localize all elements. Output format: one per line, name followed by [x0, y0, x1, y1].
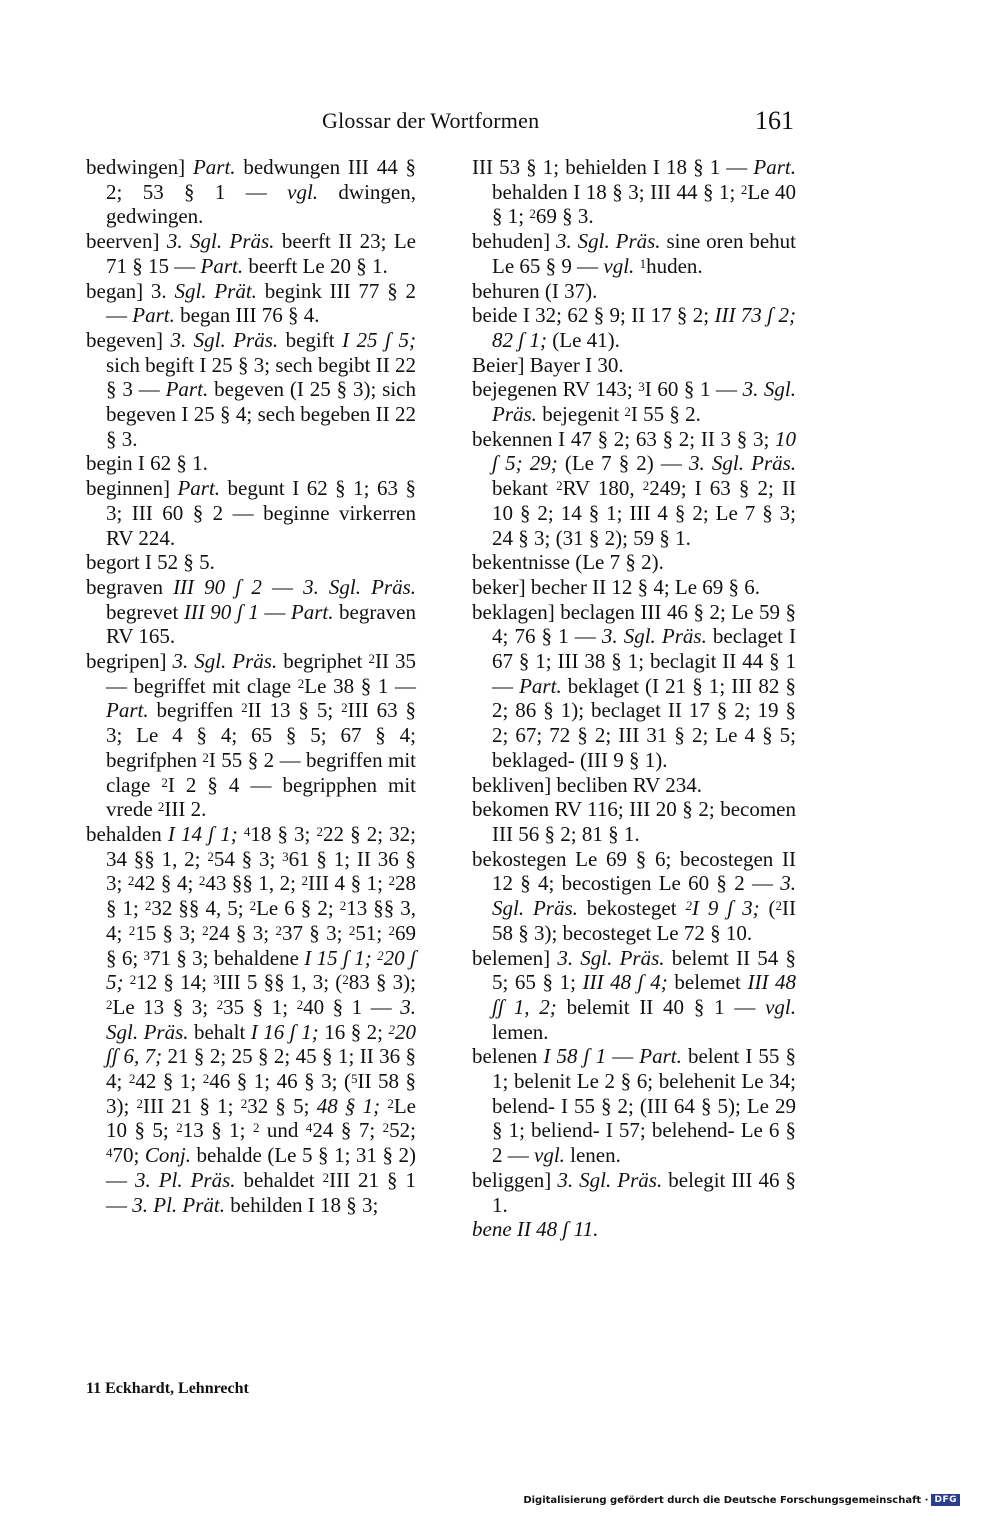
glossary-entry: begin I 62 § 1.: [86, 451, 208, 476]
glossary-column-right: [472, 155, 796, 1242]
glossary-entry: beker] becher II 12 § 4; Le 69 § 6.: [472, 574, 761, 599]
signature-line: 11 Eckhardt, Lehnrecht: [86, 1380, 249, 1397]
glossary-entry: behuren (I 37).: [472, 278, 598, 303]
page-number: 161: [755, 106, 794, 135]
glossary-entry: Beier] Bayer I 30.: [472, 352, 624, 377]
glossary-entry: begeven] 3. Sgl. Präs. begift I 25 ʃ 5; sich begift I 25 § 3; sech begibt II 22 § 3 — Part. begeven (I 25 § 3); sich begeven I 25 § 4; sech begeben II 22 § 3.: [86, 327, 417, 451]
glossary-entry: bekostegen Le 69 § 6; becostegen II 12 § 4; becostigen Le 60 § 2 — 3. Sgl. Präs. bekosteget $^2$I 9 ʃ 3; ($^2$II 58 § 3); becosteget Le 72 § 10.: [472, 846, 796, 945]
glossary-entry: beginnen] Part. begunt I 62 § 1; 63 § 3; III 60 § 2 — beginne virkerren RV 224.: [86, 476, 416, 550]
funding-note: [523, 1494, 960, 1506]
glossary-entry: begripen] 3. Sgl. Präs. begriphet $^2$II 35 — begriffet mit clage $^2$Le 38 § 1 — Part. begriffen $^2$II 13 § 5; $^2$III 63 § 3; Le 4 § 4; 65 § 5; 67 § 4; begrifphen $^2$I 55 § 2 — begriffen mit clage $^2$I 2 § 4 — begripphen mit vrede $^2$III 2.: [86, 649, 417, 822]
glossary-entry: bekomen RV 116; III 20 § 2; becomen III 56 § 2; 81 § 1.: [472, 797, 796, 846]
glossary-entry: belenen I 58 ʃ 1 — Part. belent I 55 § 1; belenit Le 2 § 6; belehenit Le 34; belend- I 55 § 2; (III 64 § 5); Le 29 § 1; beliend- I 57; belehend- Le 6 § 2 — vgl. lenen.: [472, 1044, 796, 1168]
glossary-entry: bekentnisse (Le 7 § 2).: [472, 550, 664, 575]
glossary-entry: bene II 48 ʃ 11.: [472, 1217, 599, 1242]
glossary-entry: bekliven] becliben RV 234.: [472, 772, 703, 797]
glossary-entry: beliggen] 3. Sgl. Präs. belegit III 46 § 1.: [472, 1167, 796, 1217]
glossary-entry: beerven] 3. Sgl. Präs. beerft II 23; Le 71 § 15 — Part. beerft Le 20 § 1.: [86, 229, 416, 278]
glossary-entry: belemen] 3. Sgl. Präs. belemt II 54 § 5; 65 § 1; III 48 ʃ 4; belemet III 48 ʃʃ 1, 2; belemit II 40 § 1 — vgl. lemen.: [472, 945, 797, 1044]
glossary-entry: bekennen I 47 § 2; 63 § 2; II 3 § 3; 10 ʃ 5; 29; (Le 7 § 2) — 3. Sgl. Präs. bekant $^2$RV 180, $^2$249; I 63 § 2; II 10 § 2; 14 § 1; III 4 § 2; Le 7 § 3; 24 § 3; (31 § 2); 59 § 1.: [472, 426, 797, 550]
running-title: Glossar der Wortformen: [322, 108, 540, 133]
dfg-logo: DFG: [931, 1494, 960, 1506]
glossary-entry: III 53 § 1; behielden I 18 § 1 — Part. behalden I 18 § 3; III 44 § 1; $^2$Le 40 § 1; $^2$69 § 3.: [472, 155, 796, 229]
glossary-entry: behalden I 14 ʃ 1; $^4$18 § 3; $^2$22 § 2; 32; 34 §§ 1, 2; $^2$54 § 3; $^3$61 § 1; II 36 § 3; $^2$42 § 4; $^2$43 §§ 1, 2; $^2$III 4 § 1; $^2$28 § 1; $^2$32 §§ 4, 5; $^2$Le 6 § 2; $^2$13 §§ 3, 4; $^2$15 § 3; $^2$24 § 3; $^2$37 § 3; $^2$51; $^2$69 § 6; $^3$71 § 3; behaldene I 15 ʃ 1; $^2$20 ʃ 5; $^2$12 § 14; $^3$III 5 §§ 1, 3; ($^2$83 § 3); $^2$Le 13 § 3; $^2$35 § 1; $^2$40 § 1 — 3. Sgl. Präs. behalt I 16 ʃ 1; 16 § 2; $^2$20 ʃʃ 6, 7; 21 § 2; 25 § 2; 45 § 1; II 36 § 4; $^2$42 § 1; $^2$46 § 1; 46 § 3; ($^5$II 58 § 3); $^2$III 21 § 1; $^2$32 § 5; 48 § 1; $^2$Le 10 § 5; $^2$13 § 1; $^2$ und $^4$24 § 7; $^2$52; $^4$70; Conj. behalde (Le 5 § 1; 31 § 2) — 3. Pl. Präs. behaldet $^2$III 21 § 1 — 3. Pl. Prät. behilden I 18 § 3;: [86, 821, 417, 1217]
glossary-entry: behuden] 3. Sgl. Präs. sine oren behut Le 65 § 9 — vgl. $^1$huden.: [472, 229, 797, 278]
glossary-entry: beklagen] beclagen III 46 § 2; Le 59 § 4; 76 § 1 — 3. Sgl. Präs. beclaget I 67 § 1; III 38 § 1; beclagit II 44 § 1 — Part. beklaget (I 21 § 1; III 82 § 2; 86 § 1); beclaget II 17 § 2; 19 § 2; 67; 72 § 2; III 31 § 2; Le 4 § 5; beklaged- (III 9 § 1).: [472, 599, 796, 772]
glossary-entry: begort I 52 § 5.: [86, 550, 215, 575]
glossary-column-left: [86, 155, 416, 1217]
glossary-entry: beide I 32; 62 § 9; II 17 § 2; III 73 ʃ 2; 82 ʃ 1; (Le 41).: [472, 303, 796, 352]
glossary-entry: bedwingen] Part. bedwungen III 44 § 2; 53 § 1 — vgl. dwingen, gedwingen.: [86, 155, 416, 229]
glossary-entry: began] 3. Sgl. Prät. begink III 77 § 2 — Part. began III 76 § 4.: [86, 278, 417, 328]
funding-text: Digitalisierung gefördert durch die Deutsche Forschungsgemeinschaft ·: [523, 1494, 929, 1506]
glossary-entry: bejegenen RV 143; $^3$I 60 § 1 — 3. Sgl. Präs. bejegenit $^2$I 55 § 2.: [472, 377, 796, 427]
glossary-entry: begraven III 90 ʃ 2 — 3. Sgl. Präs. begrevet III 90 ʃ 1 — Part. begraven RV 165.: [86, 574, 417, 649]
